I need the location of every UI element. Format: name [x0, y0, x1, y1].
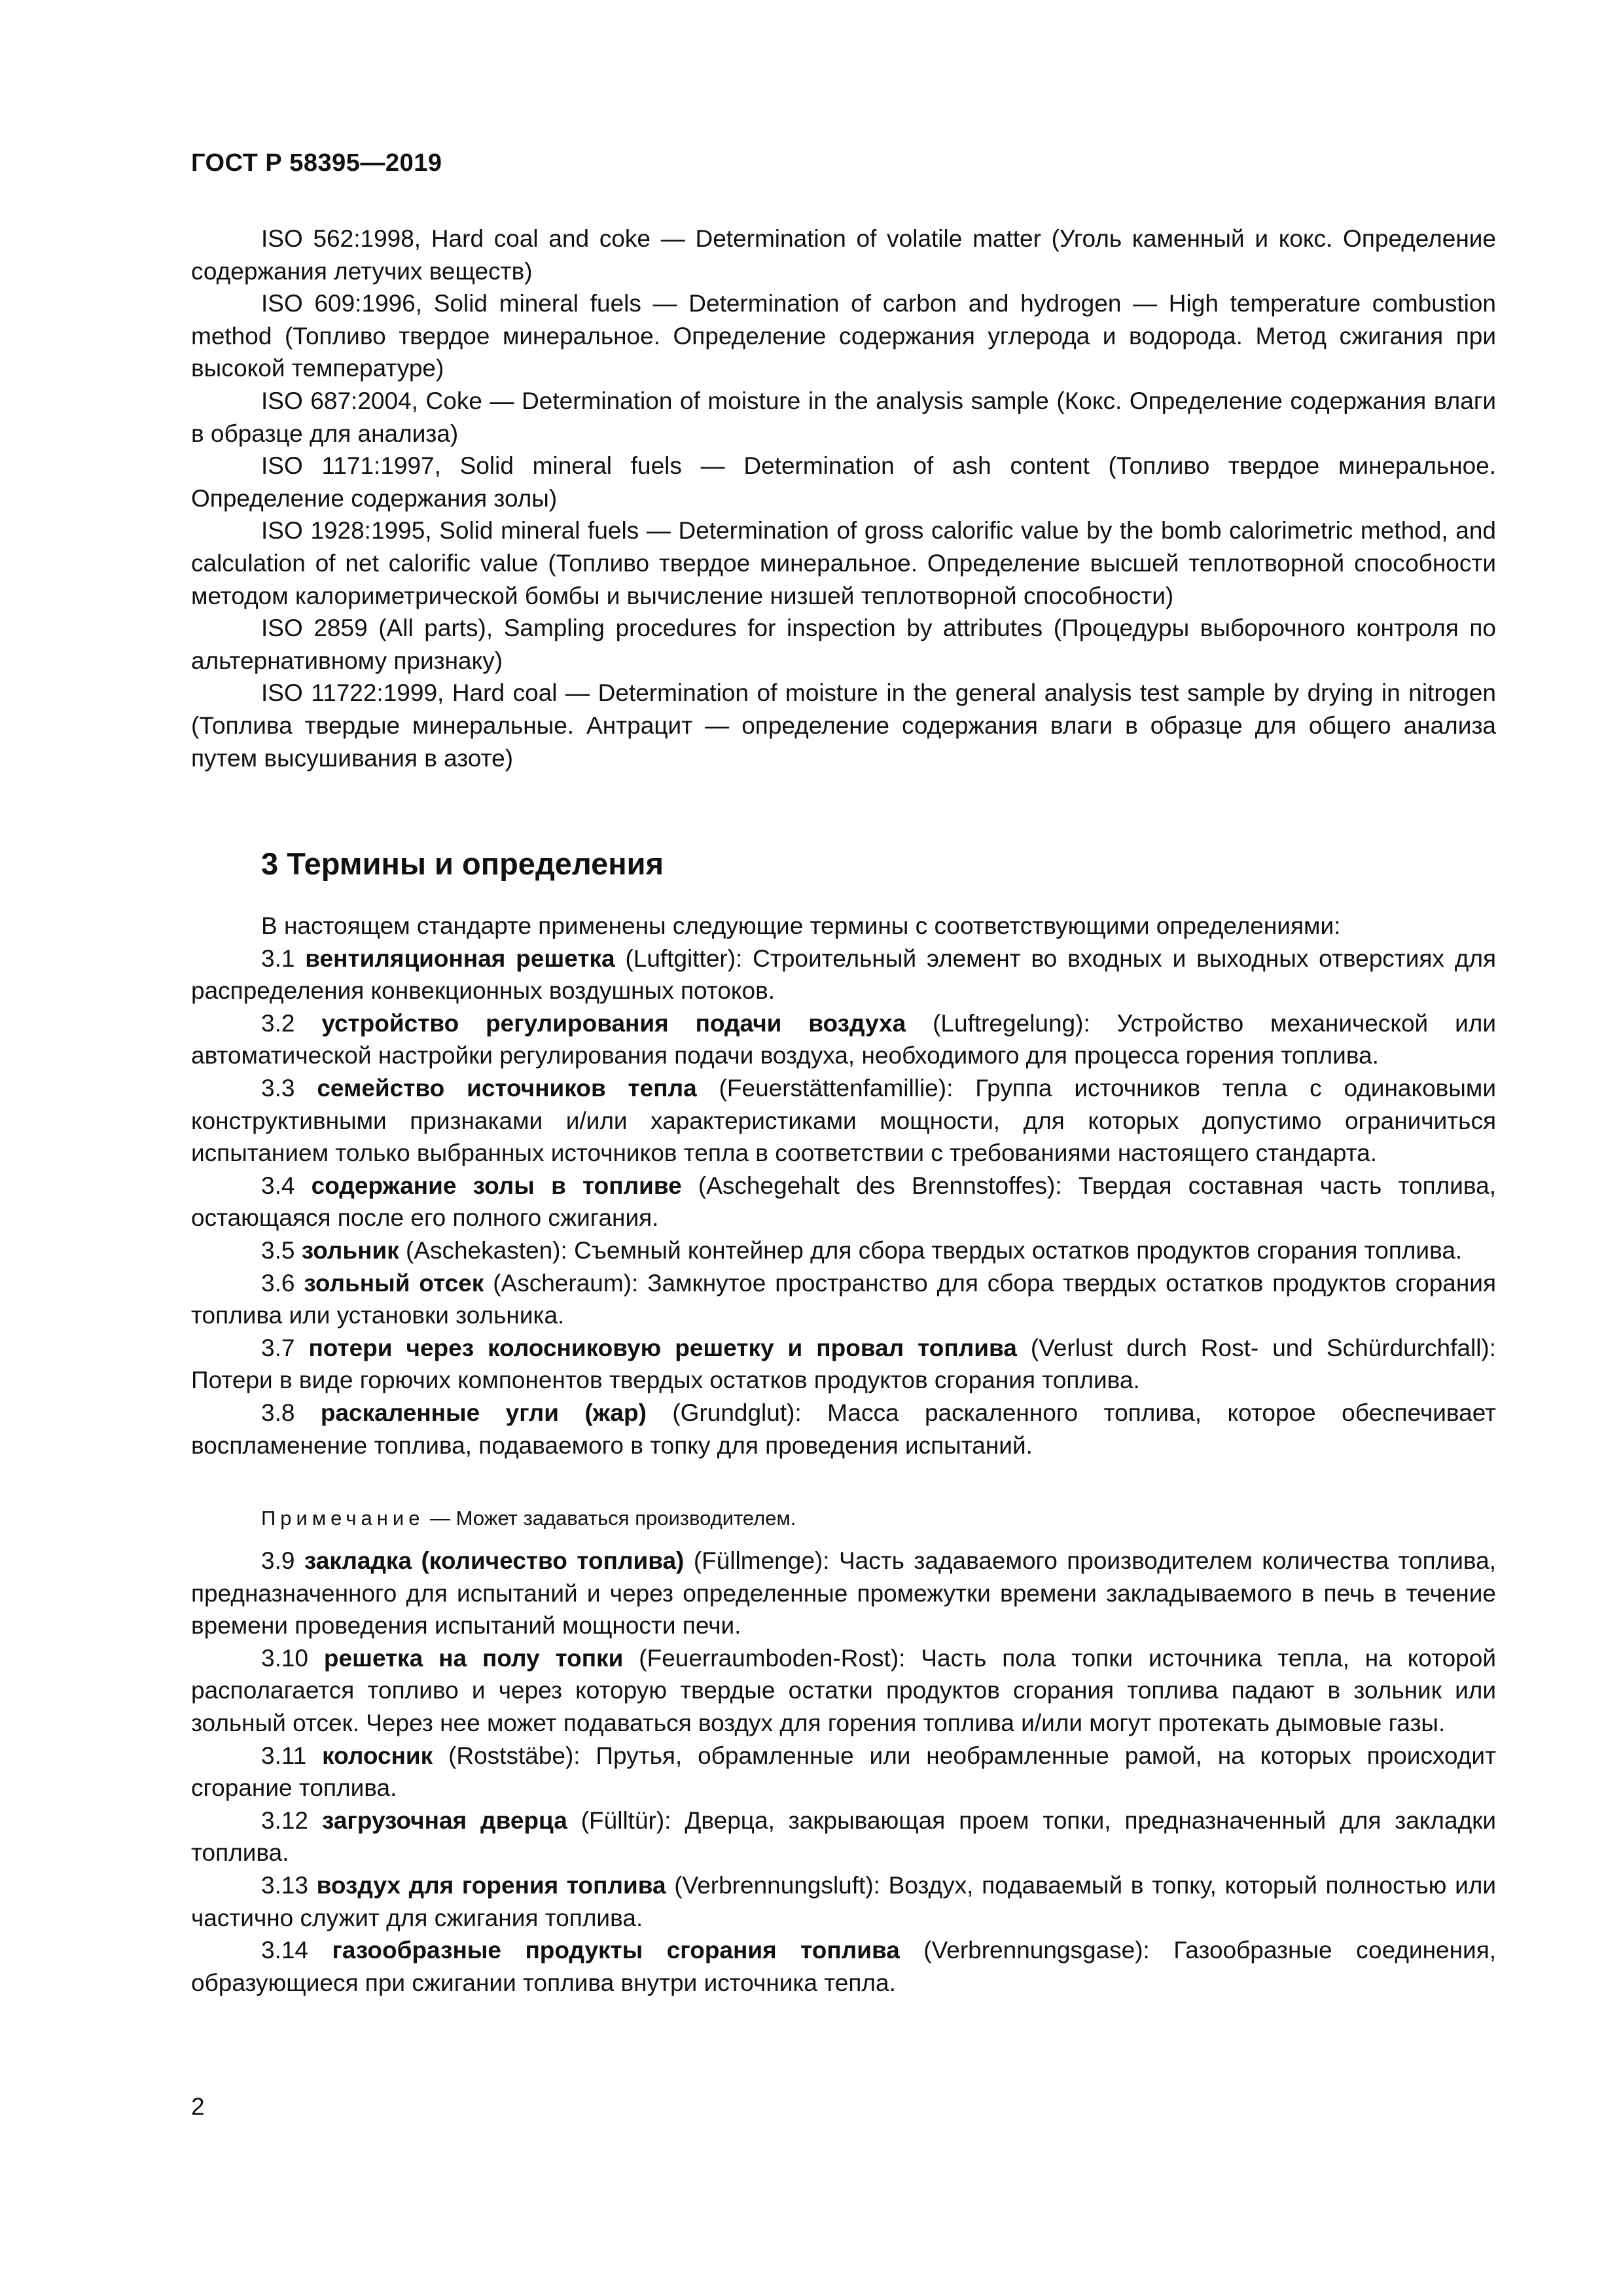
definition-number: 3.6 — [261, 1269, 295, 1297]
definition-term: загрузочная дверца — [321, 1806, 567, 1834]
reference-item: ISO 2859 (All parts), Sampling procedures for inspection by attributes (Процедуры выборочного контроля по альтернативному признаку) — [191, 615, 1496, 674]
document-header: ГОСТ Р 58395—2019 — [191, 149, 442, 177]
section-title: 3 Термины и определения — [261, 846, 664, 881]
normative-references — [191, 223, 1496, 774]
definition-number: 3.2 — [261, 1009, 295, 1037]
reference-item: ISO 609:1996, Solid mineral fuels — Determination of carbon and hydrogen — High temperature combustion method (Топливо твердое минеральное. Определение содержания углерода и водорода. Метод сжигания при высокой температуре) — [191, 290, 1496, 382]
definition-number: 3.11 — [261, 1742, 307, 1769]
definition-term: решетка на полу топки — [323, 1644, 624, 1672]
definition-term: закладка (количество топлива) — [304, 1547, 685, 1574]
definition-text: (Verbrennungsgase): Газообразные соединения, образующиеся при сжигании топлива внутри источника тепла. — [191, 1937, 1497, 1996]
definition-text: (Aschekasten): Съемный контейнер для сбора твердых остатков продуктов сгорания топлива. — [406, 1236, 1463, 1264]
definition-item — [191, 1267, 1496, 1332]
reference-item: ISO 11722:1999, Hard coal — Determination of moisture in the general analysis test sample by drying in nitrogen (Топлива твердые минеральные. Антрацит — определение содержания влаги в образце для общего анализа путем высушивания в азоте) — [191, 679, 1496, 772]
definition-item — [191, 1869, 1496, 1934]
definition-item — [191, 1234, 1496, 1267]
definition-text: (Feuerraumboden-Rost): Часть пола топки источника тепла, на которой располагается топливо и через которую твердые остатки продуктов сгорания топлива падают в зольник или зольный отсек. Через нее может подаваться воздух для горения топлива и/или могут протекать дымовые газы. — [191, 1644, 1497, 1736]
definition-number: 3.14 — [261, 1937, 309, 1964]
definitions-list-continued — [191, 1545, 1496, 1999]
page-number: 2 — [191, 2093, 205, 2120]
definition-term: вентиляционная решетка — [305, 944, 615, 972]
reference-item: ISO 1171:1997, Solid mineral fuels — Determination of ash content (Топливо твердое минеральное. Определение содержания золы) — [191, 452, 1496, 512]
definition-text: (Grundglut): Масса раскаленного топлива, которое обеспечивает воспламенение топлива, подаваемого в топку для проведения испытаний. — [191, 1399, 1496, 1459]
definition-number: 3.4 — [261, 1172, 295, 1199]
definitions-list — [191, 910, 1496, 1462]
reference-item: ISO 562:1998, Hard coal and coke — Determination of volatile matter (Уголь каменный и кокс. Определение содержания летучих веществ) — [191, 225, 1496, 285]
definition-number: 3.8 — [261, 1399, 295, 1426]
definition-text: (Ascheraum): Замкнутое пространство для сбора твердых остатков продуктов сгорания топлива или установки зольника. — [191, 1269, 1497, 1329]
note-label: Примечание — [261, 1507, 425, 1530]
definition-item — [191, 1740, 1496, 1804]
definition-text: (Luftregelung): Устройство механической или автоматической настройки регулирования подачи воздуха, необходимого для процесса горения топлива. — [191, 1009, 1497, 1069]
definition-term: газообразные продукты сгорания топлива — [332, 1937, 900, 1964]
definition-term: зольник — [301, 1236, 399, 1264]
definition-item — [191, 1804, 1496, 1869]
definition-item — [191, 1934, 1496, 1999]
definition-item — [191, 1007, 1496, 1072]
definition-number: 3.10 — [261, 1644, 309, 1672]
definition-item — [191, 1397, 1496, 1462]
definition-text: (Verlust durch Rost- und Schürdurchfall): Потери в виде горючих компонентов твердых остатков продуктов сгорания топлива. — [191, 1334, 1497, 1394]
definition-number: 3.9 — [261, 1547, 295, 1574]
definition-text: (Verbrennungsluft): Воздух, подаваемый в топку, который полностью или частично служит для сжигания топлива. — [191, 1871, 1496, 1931]
definition-number: 3.13 — [261, 1871, 309, 1899]
note-text: — Может задаваться производителем. — [424, 1507, 796, 1530]
definition-term: содержание золы в топливе — [311, 1172, 682, 1199]
definition-number: 3.12 — [261, 1806, 309, 1834]
definition-term: семейство источников тепла — [317, 1074, 697, 1102]
definition-text: (Roststäbe): Прутья, обрамленные или необрамленные рамой, на которых происходит сгорание топлива. — [191, 1742, 1497, 1802]
definition-text: (Aschegehalt des Brennstoffes): Твердая составная часть топлива, остающаяся после его полного сжигания. — [191, 1172, 1497, 1232]
definition-item — [191, 1170, 1496, 1234]
definition-item — [191, 942, 1496, 1007]
definition-term: колосник — [322, 1742, 433, 1769]
definition-term: раскаленные угли (жар) — [320, 1399, 647, 1426]
definition-text: (Füllmenge): Часть задаваемого производителем количества топлива, предназначенного для испытаний и через определенные промежутки времени закладываемого в печь в течение времени проведения испытаний мощности печи. — [191, 1547, 1496, 1640]
definition-term: устройство регулирования подачи воздуха — [321, 1009, 906, 1037]
definition-number: 3.1 — [261, 944, 295, 972]
reference-item: ISO 1928:1995, Solid mineral fuels — Determination of gross calorific value by the bomb calorimetric method, and calculation of net calorific value (Топливо твердое минеральное. Определение высшей теплотворной способности методом калориметрической бомбы и вычисление низшей теплотворной способности) — [191, 517, 1496, 609]
definition-term: зольный отсек — [304, 1269, 484, 1297]
definition-item — [191, 1072, 1496, 1170]
definition-text: (Fülltür): Дверца, закрывающая проем топки, предназначенный для закладки топлива. — [191, 1806, 1497, 1867]
note — [261, 1505, 796, 1532]
reference-item: ISO 687:2004, Coke — Determination of moisture in the analysis sample (Кокс. Определение содержания влаги в образце для анализа) — [191, 387, 1496, 447]
definition-item — [191, 1332, 1496, 1397]
definition-item — [191, 1545, 1496, 1642]
definition-text: (Luftgitter): Строительный элемент во входных и выходных отверстиях для распределения конвекционных воздушных потоков. — [191, 944, 1497, 1005]
definition-number: 3.7 — [261, 1334, 295, 1361]
section-intro: В настоящем стандарте применены следующие термины с соответствующими определениями: — [261, 912, 1341, 939]
definition-number: 3.3 — [261, 1074, 295, 1102]
definition-item — [191, 1642, 1496, 1740]
definition-number: 3.5 — [261, 1236, 295, 1264]
definition-term: воздух для горения топлива — [316, 1871, 666, 1899]
definition-text: (Feuerstättenfamillie): Группа источников тепла с одинаковыми конструктивными признаками и/или характеристиками мощности, для которых допустимо ограничиться испытанием только выбранных источников тепла в соответствии с требованиями настоящего стандарта. — [191, 1074, 1497, 1167]
definition-term: потери через колосниковую решетку и провал топлива — [308, 1334, 1017, 1361]
